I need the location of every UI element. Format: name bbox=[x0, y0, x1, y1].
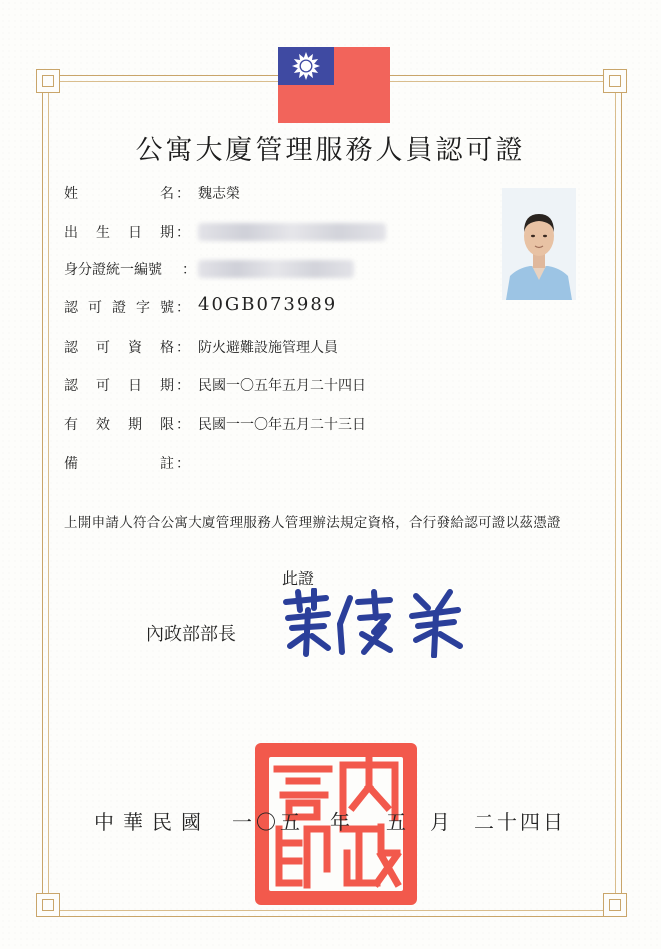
corner-ornament-bottom-left bbox=[36, 893, 60, 917]
field-value-name: 魏志榮 bbox=[198, 186, 240, 202]
issue-date-month: 五 bbox=[386, 810, 406, 834]
field-value-cert-number: 40GB073989 bbox=[198, 294, 338, 315]
field-row-cert-number bbox=[64, 294, 444, 319]
issue-date-day: 二十四日 bbox=[474, 810, 566, 834]
redacted-birth-date bbox=[198, 223, 386, 241]
issue-date-month-unit: 月 bbox=[430, 810, 450, 834]
field-value-approval-date: 民國一〇五年五月二十四日 bbox=[198, 378, 366, 394]
field-row-approval-date bbox=[64, 375, 444, 397]
field-value-qualification: 防火避難設施管理人員 bbox=[198, 340, 338, 356]
redacted-id-number bbox=[198, 260, 354, 278]
issue-date-year: 一〇五 bbox=[232, 810, 304, 834]
field-colon: ： bbox=[176, 225, 190, 241]
certificate-title: 公寓大廈管理服務人員認可證 bbox=[135, 135, 526, 166]
corner-ornament-top-right bbox=[603, 69, 627, 93]
field-row-id-number bbox=[64, 259, 444, 281]
field-row-remarks bbox=[64, 453, 444, 475]
field-label: 出生日期 bbox=[64, 225, 174, 241]
id-photo bbox=[502, 188, 576, 300]
field-colon: ： bbox=[176, 378, 190, 394]
field-colon: ： bbox=[182, 262, 196, 278]
field-colon: ： bbox=[176, 417, 190, 433]
minister-signature bbox=[278, 588, 468, 662]
field-colon: ： bbox=[176, 186, 190, 202]
national-flag-icon bbox=[278, 47, 390, 123]
field-label: 認可資格 bbox=[64, 340, 174, 356]
field-value-expiry-date: 民國一一〇年五月二十三日 bbox=[198, 417, 366, 433]
corner-ornament-bottom-right bbox=[603, 893, 627, 917]
field-colon: ： bbox=[176, 456, 190, 472]
field-colon: ： bbox=[176, 340, 190, 356]
field-row-expiry-date bbox=[64, 414, 444, 436]
issue-date-year-unit: 年 bbox=[330, 810, 350, 834]
corner-ornament-top-left bbox=[36, 69, 60, 93]
issue-date-era: 中華民國 bbox=[94, 810, 210, 834]
field-label: 備 註 bbox=[64, 456, 174, 472]
closing-text: 此證 bbox=[282, 569, 315, 588]
certification-statement: 上開申請人符合公寓大廈管理服務人管理辦法規定資格，合行發給認可證以茲憑證 bbox=[64, 515, 561, 531]
field-label: 身分證統一編號 bbox=[64, 262, 162, 278]
field-label: 有效期限 bbox=[64, 417, 174, 433]
field-row-qualification bbox=[64, 337, 444, 359]
field-row-birth-date bbox=[64, 222, 444, 244]
field-colon: ： bbox=[176, 300, 190, 316]
field-label: 認可證字號 bbox=[64, 300, 174, 316]
field-label: 姓 名 bbox=[64, 186, 174, 202]
minister-title: 內政部部長 bbox=[146, 624, 236, 645]
field-row-name bbox=[64, 183, 444, 205]
field-label: 認可日期 bbox=[64, 378, 174, 394]
